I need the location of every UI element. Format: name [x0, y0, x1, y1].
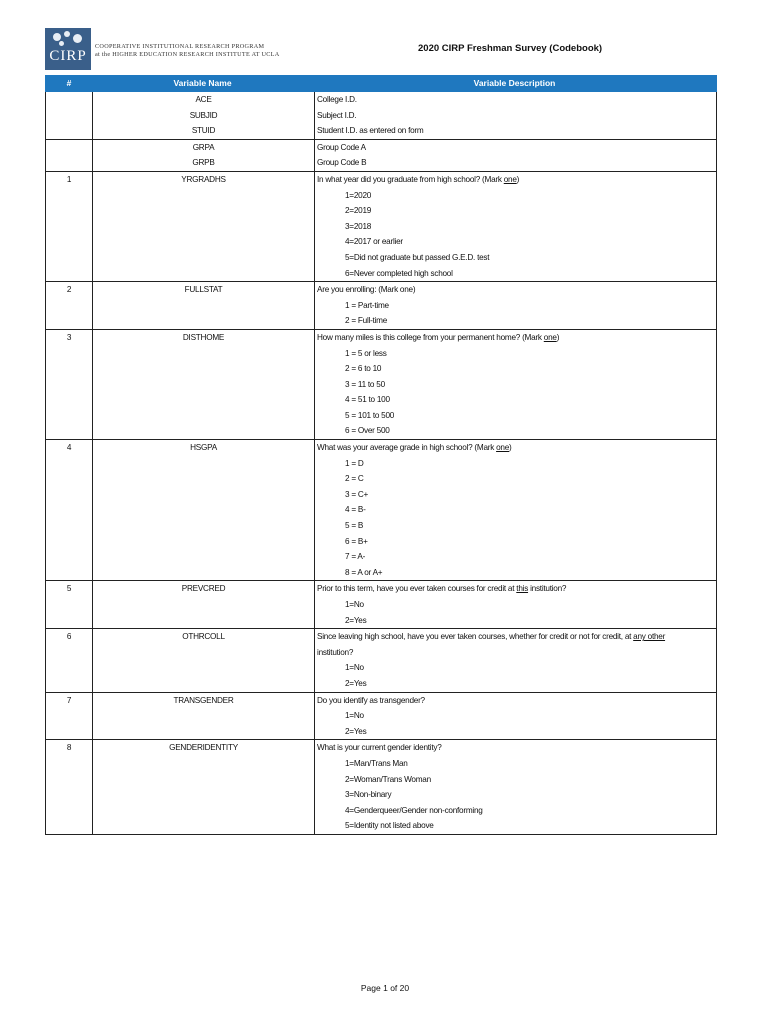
cell-number: [46, 740, 93, 834]
text-part: 5 = B: [345, 521, 364, 531]
text-part: 5 = 101 to 500: [345, 410, 395, 420]
cell-variable-description: [315, 140, 716, 171]
text-part: 1=No: [345, 600, 364, 609]
cell-variable-name: [93, 140, 315, 171]
table-row: [45, 140, 717, 172]
text-part: 8 = A or A+: [345, 567, 383, 577]
text-part: 2=Yes: [345, 615, 367, 625]
text-part: 1=No: [345, 711, 364, 721]
cell-variable-name: [93, 330, 315, 439]
codebook-table: [45, 75, 717, 835]
text-part: 6=Never completed high school: [345, 268, 453, 278]
response-option: [315, 724, 716, 740]
text-part: 3=2018: [345, 221, 372, 231]
text-part: 2=Yes: [345, 726, 367, 736]
table-row: [45, 693, 717, 741]
logo-line-2: at the HIGHER EDUCATION RESEARCH INSTITUTE AT UCLA: [95, 50, 280, 58]
cell-number: [46, 330, 93, 439]
variable-name: PREVCRED: [181, 584, 226, 594]
variable-name: GRPA: [192, 142, 215, 152]
question-text: [315, 92, 716, 108]
response-option: [315, 471, 716, 487]
cell-variable-description: [315, 440, 716, 580]
table-row: [45, 330, 717, 440]
variable-name: SUBJID: [189, 110, 218, 120]
underlined-emphasis: one: [496, 443, 510, 453]
cell-number: [46, 440, 93, 580]
text-part: 3 = 11 to 50: [345, 379, 385, 389]
response-option: [315, 423, 716, 439]
cell-number: [46, 282, 93, 329]
question-number: 2: [66, 285, 72, 295]
text-part: 2=Yes: [345, 678, 367, 688]
table-row: [45, 282, 717, 330]
response-option: [315, 756, 716, 772]
text-part: 1=Man/Trans Man: [345, 758, 408, 768]
text-part: 2 = Full-time: [345, 316, 388, 326]
question-text: [315, 645, 716, 661]
cirp-logo: [45, 28, 285, 70]
text-part: 6 = B+: [345, 536, 368, 546]
variable-name: GRPB: [192, 158, 215, 168]
response-option: [315, 377, 716, 393]
question-text: [315, 581, 716, 597]
question-number: 1: [66, 174, 72, 184]
cell-variable-name: [93, 740, 315, 834]
cell-variable-name: [93, 693, 315, 740]
page-number: Page 1 of 20: [360, 983, 410, 993]
table-row: [45, 740, 717, 835]
question-text: [315, 629, 716, 645]
variable-name: ACE: [195, 95, 212, 104]
response-option: [315, 613, 716, 629]
text-part: 1 = D: [345, 458, 364, 468]
text-part: In what year did you graduate from high school? (Mark: [317, 174, 504, 184]
question-number: 5: [66, 584, 72, 594]
text-part: How many miles is this college from your permanent home? (Mark: [317, 332, 544, 342]
response-option: [315, 361, 716, 377]
variable-name: HSGPA: [190, 443, 217, 453]
variable-name: STUID: [191, 126, 216, 136]
text-part: 7 = A-: [345, 552, 366, 562]
question-text: [315, 123, 716, 139]
variable-name: FULLSTAT: [184, 285, 223, 295]
cell-number: [46, 92, 93, 139]
question-text: [315, 282, 716, 298]
table-body: [45, 92, 717, 835]
table-header: [45, 75, 717, 92]
text-part: 4 = B-: [345, 505, 366, 515]
cell-number: [46, 140, 93, 171]
response-option: [315, 392, 716, 408]
text-part: Group Code B: [317, 158, 367, 168]
question-text: [315, 330, 716, 346]
text-part-after: ): [556, 332, 560, 342]
variable-name: DISTHOME: [182, 332, 225, 342]
text-part: 1=No: [345, 663, 364, 673]
text-part: 4=2017 or earlier: [345, 237, 403, 247]
cell-variable-description: [315, 581, 716, 628]
text-part: Student I.D. as entered on form: [317, 126, 424, 136]
variable-name: TRANSGENDER: [173, 695, 234, 705]
text-part: 1 = Part-time: [345, 300, 389, 310]
text-part: 3=Non-binary: [345, 790, 392, 800]
text-part: 2=Woman/Trans Woman: [345, 774, 431, 784]
cell-variable-description: [315, 92, 716, 139]
text-part: 4 = 51 to 100: [345, 395, 390, 405]
header-variable-description: Variable Description: [473, 78, 556, 88]
table-row: [45, 172, 717, 282]
text-part: 2 = C: [345, 474, 364, 484]
question-text: [315, 108, 716, 124]
text-part: 5=Did not graduate but passed G.E.D. test: [345, 252, 490, 262]
response-option: [315, 565, 716, 581]
response-option: [315, 266, 716, 282]
response-option: [315, 346, 716, 362]
text-part: Group Code A: [317, 142, 366, 152]
response-option: [315, 772, 716, 788]
cell-number: [46, 581, 93, 628]
response-option: [315, 203, 716, 219]
question-text: [315, 693, 716, 709]
response-option: [315, 313, 716, 329]
text-part: 1=2020: [345, 190, 372, 200]
text-part: What is your current gender identity?: [317, 743, 442, 753]
response-option: [315, 549, 716, 565]
text-part: 6 = Over 500: [345, 426, 390, 436]
cell-variable-name: [93, 172, 315, 281]
logo-text: [95, 43, 280, 58]
response-option: [315, 408, 716, 424]
question-text: [315, 740, 716, 756]
response-option: [315, 803, 716, 819]
question-number: 7: [66, 695, 72, 705]
text-part-after: institution?: [528, 584, 567, 594]
variable-name: GENDERIDENTITY: [169, 743, 238, 753]
cell-number: [46, 172, 93, 281]
cell-variable-description: [315, 330, 716, 439]
response-option: [315, 534, 716, 550]
response-option: [315, 456, 716, 472]
text-part: Do you identify as transgender?: [317, 695, 425, 705]
question-number: 3: [66, 332, 72, 342]
underlined-emphasis: any other: [633, 632, 666, 642]
question-text: [315, 440, 716, 456]
cell-variable-name: [93, 282, 315, 329]
cell-variable-description: [315, 629, 716, 691]
cell-number: [46, 693, 93, 740]
response-option: [315, 676, 716, 692]
response-option: [315, 487, 716, 503]
logo-word: CIRP: [49, 48, 87, 64]
response-option: [315, 708, 716, 724]
question-number: [46, 140, 92, 156]
question-text: [315, 140, 716, 156]
response-option: [315, 234, 716, 250]
text-part: Since leaving high school, have you ever taken courses, whether for credit or not for credit, at: [317, 632, 634, 642]
text-part: 5=Identity not listed above: [345, 821, 434, 831]
cell-variable-description: [315, 740, 716, 834]
question-text: [315, 155, 716, 171]
response-option: [315, 502, 716, 518]
text-part: 1 = 5 or less: [345, 348, 387, 358]
table-row: [45, 581, 717, 629]
question-number: 6: [66, 632, 72, 642]
response-option: [315, 250, 716, 266]
cell-variable-description: [315, 282, 716, 329]
text-part: Prior to this term, have you ever taken courses for credit at: [317, 584, 517, 594]
variable-name: OTHRCOLL: [182, 632, 225, 642]
text-part: What was your average grade in high school? (Mark: [317, 443, 497, 453]
question-text: [315, 172, 716, 188]
text-part-after: ): [509, 443, 512, 453]
cell-variable-name: [93, 92, 315, 139]
response-option: [315, 219, 716, 235]
header-variable-name: Variable Name: [173, 78, 232, 88]
underlined-emphasis: this: [516, 584, 529, 594]
document-title: 2020 CIRP Freshman Survey (Codebook): [418, 43, 603, 54]
question-number: [46, 92, 92, 108]
response-option: [315, 818, 716, 834]
text-part-after: ): [516, 174, 520, 184]
table-row: [45, 92, 717, 140]
variable-name: YRGRADHS: [181, 174, 226, 184]
text-part: institution?: [317, 647, 354, 657]
text-part: College I.D.: [317, 95, 357, 104]
question-number: 4: [66, 443, 72, 453]
response-option: [315, 188, 716, 204]
response-option: [315, 660, 716, 676]
logo-line-1: COOPERATIVE INSTITUTIONAL RESEARCH PROGRAM: [95, 43, 265, 50]
cell-variable-name: [93, 440, 315, 580]
question-number: 8: [66, 743, 72, 753]
cell-variable-name: [93, 581, 315, 628]
text-part: 4=Genderqueer/Gender non-conforming: [345, 805, 483, 815]
cell-variable-description: [315, 172, 716, 281]
response-option: [315, 298, 716, 314]
response-option: [315, 787, 716, 803]
cell-variable-name: [93, 629, 315, 691]
text-part: 2 = 6 to 10: [345, 364, 382, 374]
underlined-emphasis: one: [503, 174, 517, 184]
cell-number: [46, 629, 93, 691]
underlined-emphasis: one: [543, 332, 557, 342]
text-part: Subject I.D.: [317, 110, 357, 120]
table-row: [45, 440, 717, 581]
header-number: #: [66, 78, 72, 88]
text-part: Are you enrolling: (Mark one): [317, 285, 416, 295]
response-option: [315, 518, 716, 534]
logo-mark: [45, 28, 91, 70]
text-part: 3 = C+: [345, 489, 369, 499]
response-option: [315, 597, 716, 613]
cell-variable-description: [315, 693, 716, 740]
text-part: 2=2019: [345, 206, 372, 216]
table-row: [45, 629, 717, 692]
